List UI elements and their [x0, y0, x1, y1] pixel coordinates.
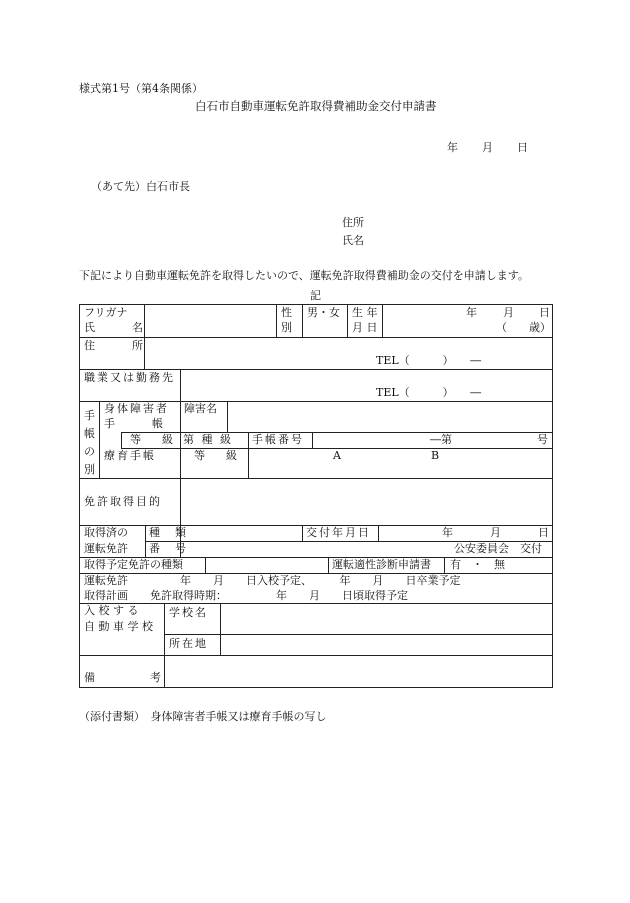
techo-type-label: 手帳の別 [84, 409, 95, 476]
date-day: 日 [517, 141, 528, 154]
disability-name-label: 障害名 [184, 402, 217, 415]
birth-label-1: 生 年 [352, 306, 378, 319]
birth-label-2: 月 日 [352, 321, 378, 334]
acquisition-time: 年 月 日頃取得予定 [276, 589, 408, 602]
level-b: B [431, 449, 440, 462]
sex-label-1: 性 [281, 306, 292, 319]
date-month: 月 [482, 141, 493, 154]
remarks-label-2: 考 [150, 671, 161, 684]
name-label: 氏 名 [84, 321, 148, 334]
school-label-2: 自 動 車 学 校 [84, 620, 153, 633]
issue-day: 日 [538, 526, 549, 539]
level-a: A [333, 449, 341, 462]
birth-month: 月 [503, 306, 514, 319]
plan-label-2: 取得計画 [84, 589, 128, 602]
tel-field-1: TEL（ ） ― [376, 354, 482, 367]
grade-label: 等 級 [130, 433, 178, 446]
applicant-address-label: 住所 [342, 216, 364, 229]
disabled-techo-label-2: 手 帳 [104, 417, 168, 430]
school-name-label: 学校名 [169, 606, 208, 619]
addressee: （あて先）白石市長 [91, 180, 190, 193]
ryoiku-techo-label: 療育手帳 [104, 449, 156, 462]
planned-license-label: 取得予定免許の種類 [84, 558, 183, 571]
aptitude-label: 運転適性診断申請書 [332, 558, 431, 571]
plan-label-1: 運転免許 [84, 574, 128, 587]
tel-field-2: TEL（ ） ― [376, 386, 482, 399]
school-location-label: 所在地 [169, 637, 208, 650]
techo-number-dai: ―第 [430, 433, 452, 446]
applicant-name-label: 氏名 [342, 234, 364, 247]
disabled-techo-label-1: 身体障害者 [104, 402, 169, 415]
aptitude-yes-no: 有 ・ 無 [450, 558, 505, 571]
ki-label: 記 [310, 289, 321, 302]
remarks-label-1: 備 [84, 671, 95, 684]
acquired-license-label-2: 運転免許 [84, 542, 128, 555]
number-label: 番 号 [149, 542, 188, 555]
issue-month: 月 [490, 526, 501, 539]
furigana-label: フリガナ [84, 306, 128, 319]
birth-year: 年 [466, 306, 477, 319]
issue-year: 年 [442, 526, 453, 539]
age-field: （ 歳） [496, 321, 551, 334]
public-safety-commission: 公安委員会 交付 [454, 542, 542, 555]
intro-text: 下記により自動車運転免許を取得したいので、運転免許取得費補助金の交付を申請します。 [79, 269, 529, 282]
birth-day: 日 [539, 306, 550, 319]
issue-date-label: 交付年月日 [306, 526, 371, 539]
address-label: 住 所 [84, 339, 148, 352]
purpose-label: 免許取得目的 [84, 495, 162, 508]
kind-label: 種 類 [149, 526, 188, 539]
date-year: 年 [447, 141, 458, 154]
work-label: 職業又は勤務先 [84, 371, 175, 384]
school-label-1: 入 校 す る [84, 604, 139, 617]
form-number: 様式第1号（第4条関係） [79, 82, 203, 95]
acquired-license-label-1: 取得済の [84, 526, 128, 539]
sex-label-2: 別 [281, 321, 292, 334]
grade-label-2: 等 級 [194, 449, 242, 462]
enroll-plan: 年 月 日入校予定、 年 月 日卒業予定 [180, 574, 461, 587]
attachment-note: （添付書類） 身体障害者手帳又は療育手帳の写し [79, 710, 327, 723]
techo-number-label: 手帳番号 [252, 433, 304, 446]
type-grade-label: 第 種 級 [183, 433, 233, 446]
sex-options: 男・女 [307, 306, 340, 319]
application-table [79, 304, 553, 688]
form-title: 白石市自動車運転免許取得費補助金交付申請書 [195, 99, 437, 113]
techo-number-go: 号 [537, 433, 548, 446]
acquisition-time-label: 免許取得時期： [150, 589, 227, 602]
